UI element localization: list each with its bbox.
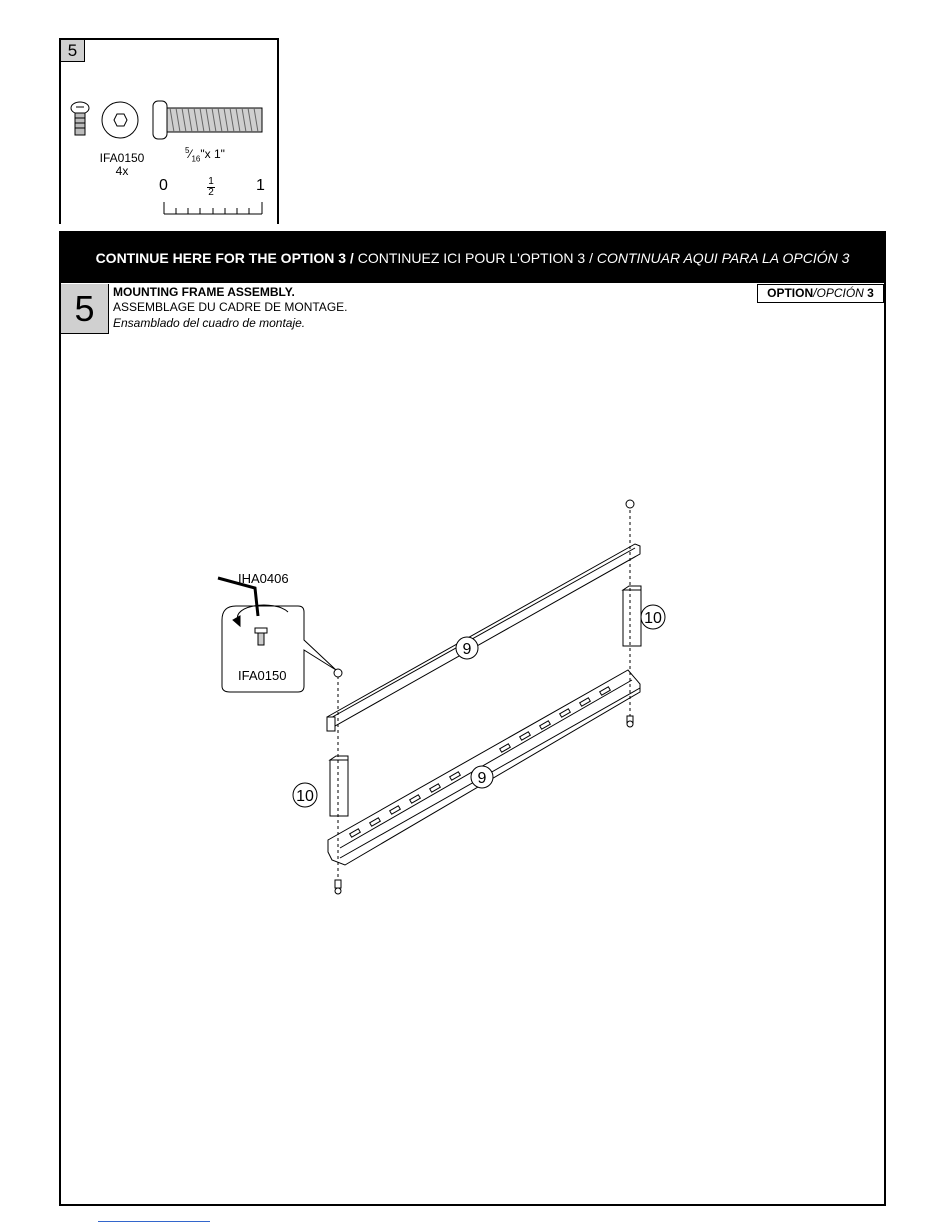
- spacer-left: [330, 756, 348, 816]
- option-label: OPTION: [767, 286, 814, 300]
- banner-en: CONTINUE HERE FOR THE OPTION 3 /: [95, 250, 354, 266]
- step-title-es: Ensamblado del cuadro de montaje.: [113, 316, 306, 330]
- scale-half-den: 2: [208, 187, 214, 198]
- size-numerator: 5: [185, 146, 190, 155]
- spacer-right: [623, 586, 641, 646]
- balloon-rail-lower: 9: [477, 770, 487, 787]
- balloon-spacer-right: 10: [644, 610, 662, 627]
- hex-head-icon: [102, 102, 138, 138]
- step-number: 5: [61, 284, 109, 334]
- bolt-side-icon: [153, 101, 262, 139]
- step-title-fr: ASSEMBLAGE DU CADRE DE MONTAGE.: [113, 300, 348, 314]
- size-denominator: 16: [191, 154, 201, 164]
- balloon-spacer-left: 10: [296, 788, 314, 805]
- hardware-size: $^5⁄_{16}"x$ 1": [185, 146, 225, 164]
- option-label-es: /OPCIÓN: [813, 286, 864, 300]
- fastener-code-label: IFA0150: [238, 668, 287, 683]
- banner-fr: CONTINUEZ ICI POUR L'OPTION 3 /: [353, 250, 593, 266]
- size-length: "x 1": [200, 147, 225, 161]
- scale-half-num: 1: [208, 176, 214, 187]
- scale-start: 0: [159, 177, 168, 194]
- hardware-step-number: 5: [61, 40, 85, 62]
- balloon-rail-upper: 9: [462, 641, 472, 658]
- step-title-en: MOUNTING FRAME ASSEMBLY.: [113, 285, 295, 299]
- hardware-quantity: 4x: [115, 164, 129, 178]
- banner-es: CONTINUAR AQUI PARA LA OPCIÓN 3: [592, 250, 850, 266]
- tool-code-label: IHA0406: [238, 571, 289, 586]
- scale-end: 1: [256, 177, 265, 194]
- option-number: 3: [863, 286, 874, 300]
- footer-rule: [98, 1221, 210, 1222]
- screw-top-icon: [71, 102, 89, 135]
- scale-ruler: [164, 202, 262, 214]
- hardware-part-code: IFA0150: [99, 151, 145, 165]
